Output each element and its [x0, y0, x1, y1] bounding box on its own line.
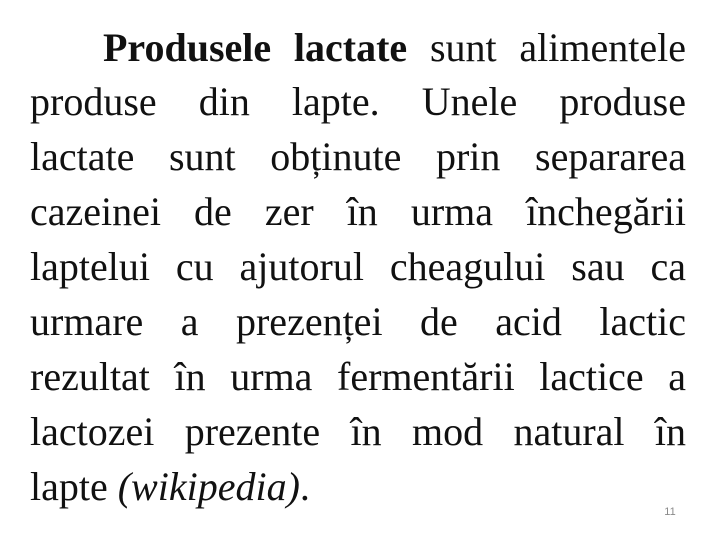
paragraph-line-2: produse din lapte. Unele produse: [30, 79, 686, 124]
source-citation: (wikipedia): [117, 464, 300, 509]
paragraph-line-1: [103, 24, 686, 72]
line-9-start: lapte: [30, 464, 118, 509]
line-9-end: .: [299, 464, 310, 509]
paragraph-line-7: rezultat în urma fermentării lactice a: [30, 354, 686, 399]
line-1-rest: sunt alimentele: [407, 25, 687, 70]
paragraph-line-9: [30, 463, 686, 511]
paragraph-line-5: laptelui cu ajutorul cheagului sau ca: [30, 244, 686, 289]
paragraph-line-8: lactozei prezente în mod natural în: [30, 409, 686, 454]
term-heading: Produsele lactate: [103, 25, 408, 70]
paragraph-line-4: cazeinei de zer în urma închegării: [30, 189, 686, 234]
paragraph-line-6: urmare a prezenței de acid lactic: [30, 299, 686, 344]
paragraph-line-3: lactate sunt obținute prin separarea: [30, 134, 686, 179]
page-number: 11: [664, 506, 676, 518]
